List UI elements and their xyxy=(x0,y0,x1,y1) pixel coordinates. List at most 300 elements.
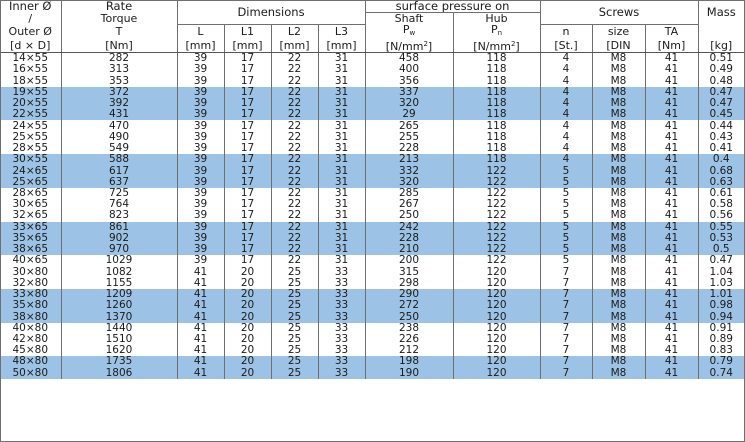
cell-screw-ta: 41 xyxy=(645,222,698,233)
cell-dim-l3: 31 xyxy=(318,87,365,98)
cell-screw-size: M8 xyxy=(592,165,645,176)
cell-dim-l: 39 xyxy=(177,53,224,65)
cell-screw-n: 4 xyxy=(540,87,592,98)
cell-dim-l1: 20 xyxy=(224,345,271,356)
table-row xyxy=(0,222,744,233)
cell-dim-l3: 31 xyxy=(318,120,365,131)
header-mass: Mass xyxy=(698,0,744,24)
cell-screw-n: 7 xyxy=(540,278,592,289)
cell-dim-l2: 25 xyxy=(271,368,318,379)
cell-dim-l2: 22 xyxy=(271,255,318,266)
table-row xyxy=(0,53,744,65)
cell-torque: 1082 xyxy=(61,266,177,277)
table-header xyxy=(0,0,744,53)
cell-screw-size: M8 xyxy=(592,120,645,131)
table-row xyxy=(0,177,744,188)
cell-torque: 392 xyxy=(61,98,177,109)
cell-dim-l1: 17 xyxy=(224,53,271,65)
header-hub-symbol: $P_n$ xyxy=(453,24,540,39)
cell-screw-ta: 41 xyxy=(645,154,698,165)
header-dim-l1-unit: [mm] xyxy=(224,39,271,53)
cell-dim-l3: 31 xyxy=(318,109,365,120)
cell-screw-ta: 41 xyxy=(645,87,698,98)
header-screw-ta: TA xyxy=(645,24,698,39)
cell-screw-n: 7 xyxy=(540,300,592,311)
cell-screw-n: 7 xyxy=(540,323,592,334)
cell-torque: 725 xyxy=(61,188,177,199)
cell-shaft-pressure: 332 xyxy=(365,165,453,176)
cell-dim-l: 39 xyxy=(177,64,224,75)
cell-torque: 313 xyxy=(61,64,177,75)
cell-dim-l2: 22 xyxy=(271,210,318,221)
cell-dim-l1: 17 xyxy=(224,87,271,98)
cell-shaft-pressure: 285 xyxy=(365,188,453,199)
cell-screw-n: 4 xyxy=(540,75,592,86)
table-row xyxy=(0,165,744,176)
cell-dim-l1: 17 xyxy=(224,233,271,244)
cell-dim-l1: 17 xyxy=(224,177,271,188)
cell-screw-size: M8 xyxy=(592,334,645,345)
cell-dim-l2: 22 xyxy=(271,165,318,176)
cell-dim-l2: 22 xyxy=(271,75,318,86)
cell-screw-ta: 41 xyxy=(645,120,698,131)
cell-d-x-D: 33×65 xyxy=(0,222,61,233)
cell-dim-l2: 22 xyxy=(271,199,318,210)
table-row xyxy=(0,154,744,165)
cell-shaft-pressure: 238 xyxy=(365,323,453,334)
header-dim-l2: L2 xyxy=(271,24,318,39)
header-screw-ta-unit: [Nm] xyxy=(645,39,698,53)
cell-screw-size: M8 xyxy=(592,244,645,255)
cell-dim-l: 41 xyxy=(177,289,224,300)
cell-screw-size: M8 xyxy=(592,199,645,210)
cell-hub-pressure: 120 xyxy=(453,300,540,311)
cell-d-x-D: 18×55 xyxy=(12,75,49,87)
cell-dim-l3: 31 xyxy=(318,132,365,143)
cell-dim-l1: 17 xyxy=(224,132,271,143)
cell-dim-l: 39 xyxy=(177,109,224,120)
cell-dim-l2: 25 xyxy=(271,334,318,345)
cell-screw-size: M8 xyxy=(592,278,645,289)
cell-dim-l2: 25 xyxy=(271,300,318,311)
header-surface-pressure: surface pressure on xyxy=(365,0,540,13)
table-row xyxy=(0,345,744,356)
cell-dim-l: 39 xyxy=(177,188,224,199)
header-dim-l1: L1 xyxy=(224,24,271,39)
cell-screw-size: M8 xyxy=(592,143,645,154)
cell-d-x-D: 30×55 xyxy=(0,154,61,165)
cell-screw-n: 5 xyxy=(540,244,592,255)
cell-dim-l2: 22 xyxy=(271,244,318,255)
cell-torque: 1440 xyxy=(61,323,177,334)
cell-dim-l: 39 xyxy=(177,87,224,98)
header-dim-l3: L3 xyxy=(318,24,365,39)
cell-shaft-pressure: 298 xyxy=(365,278,453,289)
cell-dim-l3: 31 xyxy=(318,154,365,165)
cell-dim-l: 39 xyxy=(177,199,224,210)
cell-d-x-D: 32×80 xyxy=(12,277,49,289)
cell-dim-l3: 31 xyxy=(318,188,365,199)
cell-dim-l1: 17 xyxy=(224,222,271,233)
header-screw-size-unit: [DIN xyxy=(592,39,645,53)
cell-dim-l1: 20 xyxy=(224,323,271,334)
cell-screw-size: M8 xyxy=(592,311,645,322)
cell-mass: 0.43 xyxy=(698,132,744,143)
cell-dim-l2: 22 xyxy=(271,109,318,120)
cell-screw-size: M8 xyxy=(592,300,645,311)
cell-screw-n: 5 xyxy=(540,199,592,210)
cell-torque: 1209 xyxy=(61,289,177,300)
cell-screw-size: M8 xyxy=(592,233,645,244)
table-row xyxy=(0,334,744,345)
cell-dim-l2: 22 xyxy=(271,222,318,233)
cell-shaft-pressure: 200 xyxy=(365,255,453,266)
cell-dim-l: 41 xyxy=(177,311,224,322)
header-screws: Screws xyxy=(540,0,698,24)
cell-d-x-D: 40×80 xyxy=(12,322,49,334)
cell-torque: 588 xyxy=(61,154,177,165)
cell-screw-ta: 41 xyxy=(645,368,698,379)
cell-dim-l2: 22 xyxy=(271,87,318,98)
cell-torque: 549 xyxy=(61,143,177,154)
cell-dim-l3: 33 xyxy=(318,266,365,277)
cell-d-x-D: 25×55 xyxy=(12,131,49,143)
cell-screw-ta: 41 xyxy=(645,199,698,210)
cell-dim-l2: 22 xyxy=(271,64,318,75)
cell-shaft-pressure: 272 xyxy=(365,300,453,311)
cell-d-x-D: 42×80 xyxy=(12,333,49,346)
cell-dim-l3: 33 xyxy=(318,311,365,322)
cell-mass: 0.53 xyxy=(698,233,744,244)
cell-shaft-pressure: 190 xyxy=(365,368,453,379)
cell-torque: 490 xyxy=(61,132,177,143)
cell-dim-l3: 31 xyxy=(318,210,365,221)
cell-screw-ta: 41 xyxy=(645,210,698,221)
header-screw-size: size xyxy=(592,24,645,39)
header-dim-l2-unit: [mm] xyxy=(271,39,318,53)
cell-shaft-pressure: 226 xyxy=(365,334,453,345)
cell-hub-pressure: 120 xyxy=(453,368,540,379)
cell-mass: 0.41 xyxy=(698,143,744,154)
cell-mass: 0.58 xyxy=(698,199,744,210)
cell-dim-l1: 17 xyxy=(224,188,271,199)
cell-screw-ta: 41 xyxy=(645,143,698,154)
cell-hub-pressure: 122 xyxy=(453,244,540,255)
cell-dim-l: 39 xyxy=(177,210,224,221)
cell-dim-l3: 33 xyxy=(318,289,365,300)
cell-dim-l1: 20 xyxy=(224,356,271,367)
cell-hub-pressure: 120 xyxy=(453,266,540,277)
cell-dim-l2: 22 xyxy=(271,53,318,65)
cell-screw-ta: 41 xyxy=(645,75,698,86)
cell-dim-l2: 25 xyxy=(271,356,318,367)
cell-dim-l2: 25 xyxy=(271,345,318,356)
table-row xyxy=(0,255,744,266)
cell-hub-pressure: 118 xyxy=(453,98,540,109)
cell-screw-size: M8 xyxy=(592,345,645,356)
header-dimensions: Dimensions xyxy=(177,0,365,24)
cell-shaft-pressure: 265 xyxy=(365,120,453,131)
header-rate-label: Rate xyxy=(61,0,177,13)
cell-hub-pressure: 122 xyxy=(453,199,540,210)
cell-dim-l3: 33 xyxy=(318,345,365,356)
cell-dim-l3: 31 xyxy=(318,244,365,255)
table-row xyxy=(0,87,744,98)
cell-torque: 372 xyxy=(61,87,177,98)
header-shaft-symbol: $P_w$ xyxy=(365,24,453,39)
table-row xyxy=(0,210,744,221)
cell-d-x-D: 19×55 xyxy=(0,87,61,98)
cell-screw-ta: 41 xyxy=(645,132,698,143)
cell-screw-size: M8 xyxy=(592,64,645,75)
cell-dim-l: 39 xyxy=(177,98,224,109)
cell-torque: 353 xyxy=(61,75,177,86)
cell-d-x-D: 22×55 xyxy=(0,109,61,120)
header-mass-unit: [kg] xyxy=(698,39,744,53)
cell-mass: 0.47 xyxy=(698,255,744,266)
cell-screw-ta: 41 xyxy=(645,177,698,188)
cell-d-x-D: 50×80 xyxy=(0,368,61,379)
cell-screw-size: M8 xyxy=(592,323,645,334)
cell-dim-l: 39 xyxy=(177,255,224,266)
cell-screw-ta: 41 xyxy=(645,255,698,266)
cell-torque: 637 xyxy=(61,177,177,188)
cell-dim-l1: 17 xyxy=(224,120,271,131)
table-row xyxy=(0,356,744,367)
cell-dim-l2: 22 xyxy=(271,188,318,199)
cell-mass: 0.89 xyxy=(698,334,744,345)
cell-d-x-D: 25×65 xyxy=(0,177,61,188)
cell-screw-n: 7 xyxy=(540,289,592,300)
cell-dim-l3: 31 xyxy=(318,75,365,86)
cell-screw-n: 7 xyxy=(540,334,592,345)
cell-mass: 0.56 xyxy=(698,210,744,221)
cell-shaft-pressure: 458 xyxy=(365,53,453,65)
cell-screw-ta: 41 xyxy=(645,311,698,322)
cell-hub-pressure: 120 xyxy=(453,334,540,345)
cell-screw-n: 5 xyxy=(540,188,592,199)
cell-screw-n: 7 xyxy=(540,266,592,277)
cell-dim-l: 41 xyxy=(177,323,224,334)
cell-torque: 823 xyxy=(61,210,177,221)
cell-hub-pressure: 122 xyxy=(453,233,540,244)
table-row xyxy=(0,323,744,334)
cell-dim-l3: 33 xyxy=(318,334,365,345)
cell-hub-pressure: 122 xyxy=(453,222,540,233)
cell-d-x-D: 35×80 xyxy=(0,300,61,311)
cell-mass: 1.04 xyxy=(698,266,744,277)
cell-mass: 0.68 xyxy=(698,165,744,176)
cell-screw-ta: 41 xyxy=(645,64,698,75)
cell-dim-l: 39 xyxy=(177,165,224,176)
cell-screw-n: 5 xyxy=(540,177,592,188)
cell-mass: 0.4 xyxy=(698,154,744,165)
cell-shaft-pressure: 198 xyxy=(365,356,453,367)
cell-mass: 0.48 xyxy=(698,75,744,86)
cell-shaft-pressure: 356 xyxy=(365,75,453,86)
cell-d-x-D: 30×80 xyxy=(12,266,49,278)
header-dxd-unit: [d × D] xyxy=(0,39,61,53)
cell-d-x-D: 48×80 xyxy=(0,356,61,367)
table-row xyxy=(0,64,744,75)
header-hub-unit: $[N/mm^2]$ xyxy=(453,39,540,53)
cell-dim-l1: 17 xyxy=(224,75,271,86)
cell-dim-l3: 31 xyxy=(318,165,365,176)
header-outer-label: Outer Ø xyxy=(8,25,52,38)
cell-screw-ta: 41 xyxy=(645,98,698,109)
cell-mass: 0.63 xyxy=(698,177,744,188)
cell-dim-l3: 33 xyxy=(318,278,365,289)
cell-torque: 617 xyxy=(61,165,177,176)
cell-screw-ta: 41 xyxy=(645,188,698,199)
cell-screw-ta: 41 xyxy=(645,323,698,334)
cell-shaft-pressure: 250 xyxy=(365,210,453,221)
table-row xyxy=(0,120,744,131)
cell-d-x-D: 33×80 xyxy=(0,289,61,300)
cell-dim-l3: 33 xyxy=(318,323,365,334)
cell-dim-l: 41 xyxy=(177,334,224,345)
cell-dim-l: 39 xyxy=(177,120,224,131)
cell-screw-size: M8 xyxy=(592,75,645,86)
cell-mass: 0.5 xyxy=(698,244,744,255)
cell-shaft-pressure: 29 xyxy=(365,109,453,120)
header-hub: Hub xyxy=(453,13,540,25)
cell-mass: 0.49 xyxy=(698,64,744,75)
cell-dim-l1: 17 xyxy=(224,199,271,210)
cell-screw-n: 7 xyxy=(540,368,592,379)
cell-d-x-D: 30×65 xyxy=(12,199,49,211)
cell-mass: 0.47 xyxy=(698,98,744,109)
cell-mass: 0.74 xyxy=(698,368,744,379)
cell-dim-l3: 33 xyxy=(318,356,365,367)
cell-screw-size: M8 xyxy=(592,188,645,199)
cell-dim-l1: 17 xyxy=(224,154,271,165)
cell-dim-l1: 17 xyxy=(224,255,271,266)
cell-hub-pressure: 118 xyxy=(453,87,540,98)
cell-torque: 470 xyxy=(61,120,177,131)
cell-mass: 0.44 xyxy=(698,120,744,131)
cell-hub-pressure: 120 xyxy=(453,356,540,367)
cell-dim-l3: 31 xyxy=(318,222,365,233)
cell-dim-l: 39 xyxy=(177,233,224,244)
cell-dim-l2: 22 xyxy=(271,98,318,109)
cell-screw-size: M8 xyxy=(592,132,645,143)
cell-screw-size: M8 xyxy=(592,266,645,277)
cell-screw-n: 4 xyxy=(540,109,592,120)
cell-dim-l: 39 xyxy=(177,154,224,165)
cell-mass: 0.91 xyxy=(698,323,744,334)
header-screw-n: n xyxy=(540,24,592,39)
cell-screw-ta: 41 xyxy=(645,278,698,289)
cell-dim-l2: 25 xyxy=(271,289,318,300)
cell-torque: 1260 xyxy=(61,300,177,311)
cell-shaft-pressure: 242 xyxy=(365,222,453,233)
header-torque-label: Torque xyxy=(61,13,177,25)
header-inner-label: Inner Ø xyxy=(9,0,52,13)
cell-dim-l2: 22 xyxy=(271,154,318,165)
cell-d-x-D: 14×55 xyxy=(12,52,49,65)
cell-screw-ta: 41 xyxy=(645,165,698,176)
cell-dim-l1: 20 xyxy=(224,289,271,300)
table-row xyxy=(0,199,744,210)
cell-screw-ta: 41 xyxy=(645,53,698,65)
table-row xyxy=(0,132,744,143)
cell-dim-l: 41 xyxy=(177,278,224,289)
cell-dim-l3: 31 xyxy=(318,64,365,75)
cell-dim-l3: 31 xyxy=(318,53,365,65)
cell-dim-l1: 20 xyxy=(224,266,271,277)
cell-d-x-D: 24×65 xyxy=(0,165,61,176)
cell-dim-l3: 31 xyxy=(318,255,365,266)
cell-mass: 0.45 xyxy=(698,109,744,120)
cell-hub-pressure: 118 xyxy=(453,53,540,65)
cell-screw-ta: 41 xyxy=(645,109,698,120)
table-row xyxy=(0,244,744,255)
cell-torque: 282 xyxy=(61,53,177,65)
cell-hub-pressure: 118 xyxy=(453,75,540,86)
cell-dim-l1: 17 xyxy=(224,244,271,255)
cell-screw-ta: 41 xyxy=(645,334,698,345)
header-dim-l: L xyxy=(177,24,224,39)
cell-screw-n: 4 xyxy=(540,143,592,154)
cell-screw-ta: 41 xyxy=(645,289,698,300)
cell-dim-l2: 25 xyxy=(271,278,318,289)
cell-dim-l1: 17 xyxy=(224,143,271,154)
cell-screw-size: M8 xyxy=(592,356,645,367)
cell-screw-n: 4 xyxy=(540,120,592,131)
cell-dim-l1: 17 xyxy=(224,165,271,176)
cell-hub-pressure: 122 xyxy=(453,210,540,221)
cell-dim-l3: 31 xyxy=(318,143,365,154)
table-row xyxy=(0,143,744,154)
header-slash: / xyxy=(28,12,33,24)
table-row xyxy=(0,368,744,379)
cell-torque: 431 xyxy=(61,109,177,120)
cell-torque: 1029 xyxy=(61,255,177,266)
cell-screw-n: 4 xyxy=(540,154,592,165)
cell-dim-l: 39 xyxy=(177,222,224,233)
cell-dim-l: 41 xyxy=(177,345,224,356)
cell-torque: 764 xyxy=(61,199,177,210)
header-dim-l-unit: [mm] xyxy=(177,39,224,53)
cell-hub-pressure: 120 xyxy=(453,323,540,334)
cell-screw-n: 7 xyxy=(540,345,592,356)
cell-screw-n: 7 xyxy=(540,356,592,367)
cell-mass: 1.01 xyxy=(698,289,744,300)
cell-dim-l: 39 xyxy=(177,177,224,188)
table-body xyxy=(0,53,744,379)
header-torque-unit: [Nm] xyxy=(61,39,177,53)
cell-mass: 0.61 xyxy=(698,188,744,199)
cell-shaft-pressure: 213 xyxy=(365,154,453,165)
cell-hub-pressure: 118 xyxy=(453,120,540,131)
cell-dim-l2: 25 xyxy=(271,323,318,334)
cell-screw-ta: 41 xyxy=(645,300,698,311)
cell-dim-l1: 20 xyxy=(224,300,271,311)
cell-dim-l2: 22 xyxy=(271,233,318,244)
cell-screw-size: M8 xyxy=(592,368,645,379)
cell-screw-size: M8 xyxy=(592,154,645,165)
cell-torque: 1510 xyxy=(61,334,177,345)
cell-d-x-D: 35×65 xyxy=(0,233,61,244)
cell-dim-l: 39 xyxy=(177,244,224,255)
cell-screw-n: 5 xyxy=(540,165,592,176)
cell-shaft-pressure: 228 xyxy=(365,143,453,154)
cell-dim-l1: 20 xyxy=(224,368,271,379)
cell-shaft-pressure: 267 xyxy=(365,199,453,210)
cell-shaft-pressure: 210 xyxy=(365,244,453,255)
cell-mass: 1.03 xyxy=(698,278,744,289)
